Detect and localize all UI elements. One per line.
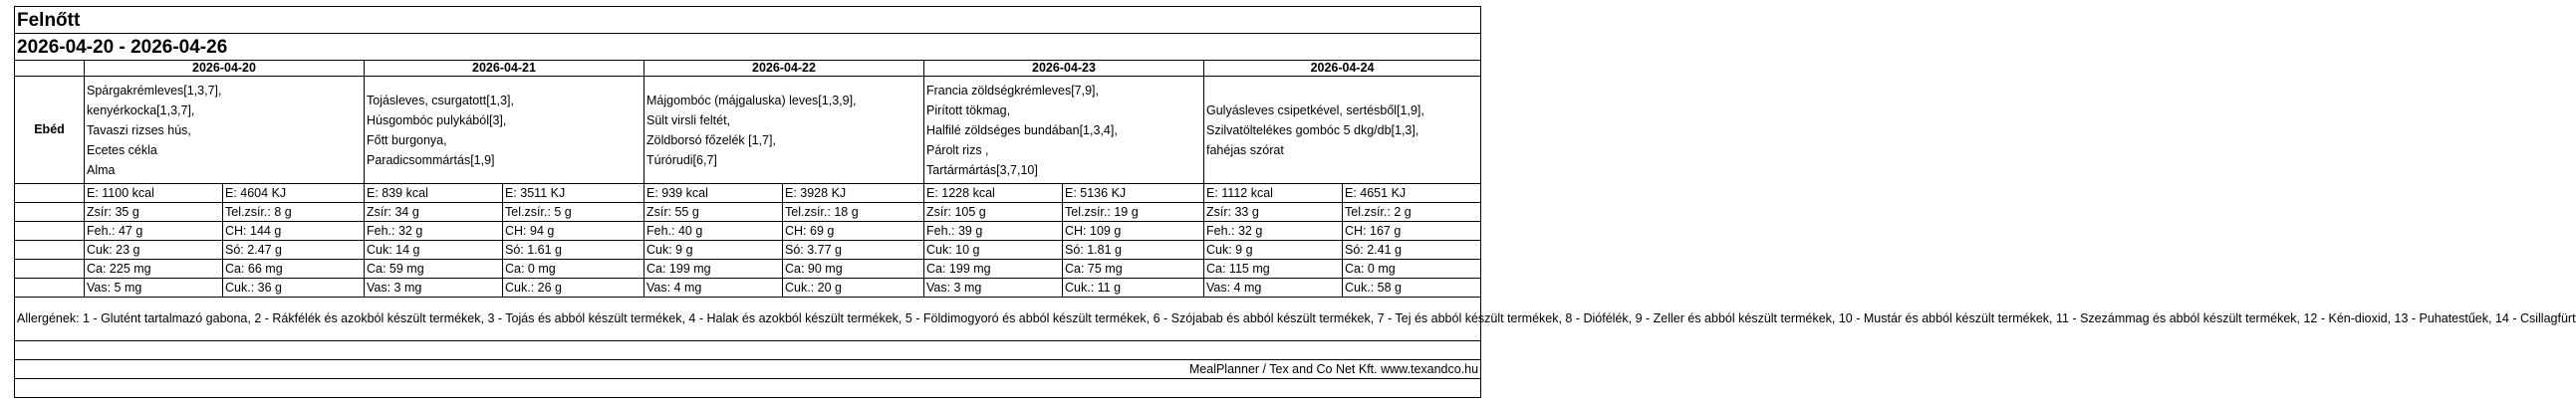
nutrition-value: E: 5136 KJ [1063,184,1204,203]
nutrition-value: CH: 94 g [503,222,644,241]
dish-item: kenyérkocka[1,3,7], [87,102,195,117]
nutrition-value: Feh.: 32 g [1204,222,1343,241]
dish-item: Francia zöldségkrémleves[7,9], [926,83,1099,98]
nutrition-value: E: 3928 KJ [783,184,924,203]
nutrition-value: Ca: 90 mg [783,260,924,279]
blank-row [15,379,1481,398]
nutrition-value: Zsír: 34 g [365,203,503,222]
nutrition-value: Vas: 3 mg [924,279,1063,298]
dish-item: Pirított tökmag, [926,102,1011,117]
nutrition-value: Só: 1.61 g [503,241,644,260]
dish-item: Főtt burgonya, [367,132,447,147]
nutrition-value: Ca: 0 mg [1343,260,1481,279]
corner-cell [15,61,85,77]
allergen-legend: Allergének: 1 - Glutént tartalmazó gabona, 2 - Rákfélék és azokból készült termékek, 3 - Tojás és abból készült termékek, 4 - Halak és azokból készült termékek, 5 - Földimogyoró és abból készült termékek, 6 - Szójabab és abból készült termékek, 7 - Tej és abból készült termékek, 8 - Diófélék, 9 - Zeller és abból készült termékek, 10 - Mustár és abból készült termékek, 11 - Szezámmag és abból készült termékek, 12 - Kén-dioxid, 13 - Puhatestűek, 14 - Csillagfürt [15,298,1481,341]
nutrition-value: E: 1228 kcal [924,184,1063,203]
nutrition-label-cell [15,184,85,203]
nutrition-value: Tel.zsír.: 18 g [783,203,924,222]
day-date-header: 2026-04-21 [365,61,644,77]
dish-item: Párolt rizs , [926,142,989,157]
nutrition-value: Cuk.: 58 g [1343,279,1481,298]
nutrition-value: Zsír: 35 g [85,203,223,222]
nutrition-value: Cuk.: 20 g [783,279,924,298]
nutrition-value: Zsír: 105 g [924,203,1063,222]
day-date-header: 2026-04-20 [85,61,365,77]
nutrition-value: Só: 1.81 g [1063,241,1204,260]
nutrition-value: Ca: 0 mg [503,260,644,279]
nutrition-value: E: 3511 KJ [503,184,644,203]
dish-item: Alma [87,162,116,177]
nutrition-value: E: 1100 kcal [85,184,223,203]
meal-label: Ebéd [15,77,85,184]
nutrition-value: Cuk.: 11 g [1063,279,1204,298]
nutrition-label-cell [15,260,85,279]
day-dishes-cell [1204,77,1481,184]
nutrition-value: Tel.zsír.: 5 g [503,203,644,222]
day-dishes-cell [644,77,924,184]
nutrition-value: Vas: 5 mg [85,279,223,298]
nutrition-value: Vas: 4 mg [644,279,783,298]
nutrition-value: E: 4651 KJ [1343,184,1481,203]
menu-title: Felnőtt [15,7,1481,34]
day-dishes-cell [924,77,1204,184]
nutrition-value: Ca: 66 mg [223,260,365,279]
nutrition-value: Só: 2.47 g [223,241,365,260]
nutrition-value: Ca: 75 mg [1063,260,1204,279]
day-dishes-cell [85,77,365,184]
nutrition-value: Cuk: 9 g [644,241,783,260]
nutrition-value: Ca: 225 mg [85,260,223,279]
day-date-header: 2026-04-23 [924,61,1204,77]
nutrition-value: Feh.: 47 g [85,222,223,241]
day-dishes-cell [365,77,644,184]
nutrition-label-cell [15,203,85,222]
nutrition-value: Feh.: 32 g [365,222,503,241]
nutrition-label-cell [15,241,85,260]
nutrition-value: CH: 109 g [1063,222,1204,241]
dish-item: Tartármártás[3,7,10] [926,162,1038,177]
nutrition-value: Tel.zsír.: 19 g [1063,203,1204,222]
nutrition-value: E: 939 kcal [644,184,783,203]
day-date-header: 2026-04-24 [1204,61,1481,77]
dish-item: Gulyásleves csipetkével, sertésből[1,9], [1206,102,1424,117]
nutrition-value: Zsír: 33 g [1204,203,1343,222]
nutrition-value: Cuk: 9 g [1204,241,1343,260]
nutrition-value: Vas: 3 mg [365,279,503,298]
nutrition-value: Tel.zsír.: 8 g [223,203,365,222]
nutrition-value: Feh.: 40 g [644,222,783,241]
nutrition-value: CH: 167 g [1343,222,1481,241]
dish-item: fahéjas szórat [1206,142,1284,157]
dish-item: Szilvatöltelékes gombóc 5 dkg/db[1,3], [1206,122,1419,137]
nutrition-value: Zsír: 55 g [644,203,783,222]
nutrition-value: Ca: 199 mg [644,260,783,279]
nutrition-value: Cuk: 23 g [85,241,223,260]
dish-item: Húsgombóc pulykából[3], [367,112,507,127]
dish-item: Tavaszi rizses hús, [87,122,191,137]
dish-item: Ecetes cékla [87,142,157,157]
nutrition-value: Ca: 59 mg [365,260,503,279]
nutrition-value: Ca: 115 mg [1204,260,1343,279]
dish-item: Májgombóc (májgaluska) leves[1,3,9], [646,93,857,107]
day-date-header: 2026-04-22 [644,61,924,77]
nutrition-value: E: 839 kcal [365,184,503,203]
nutrition-value: CH: 69 g [783,222,924,241]
dish-item: Zöldborsó főzelék [1,7], [646,132,776,147]
nutrition-value: Só: 3.77 g [783,241,924,260]
nutrition-value: Cuk.: 26 g [503,279,644,298]
week-range: 2026-04-20 - 2026-04-26 [15,34,1481,61]
nutrition-value: Cuk: 10 g [924,241,1063,260]
nutrition-value: Só: 2.41 g [1343,241,1481,260]
nutrition-value: CH: 144 g [223,222,365,241]
nutrition-value: Ca: 199 mg [924,260,1063,279]
nutrition-value: Feh.: 39 g [924,222,1063,241]
dish-item: Sült virsli feltét, [646,112,731,127]
footer-credit: MealPlanner / Tex and Co Net Kft. www.texandco.hu [15,360,1481,379]
dish-item: Tojásleves, csurgatott[1,3], [367,93,514,107]
nutrition-value: Cuk.: 36 g [223,279,365,298]
weekly-menu-table [14,6,2576,398]
nutrition-label-cell [15,222,85,241]
blank-row [15,341,1481,360]
dish-item: Túrórudi[6,7] [646,152,717,167]
dish-item: Paradicsommártás[1,9] [367,152,495,167]
nutrition-value: Tel.zsír.: 2 g [1343,203,1481,222]
dish-item: Spárgakrémleves[1,3,7], [87,83,222,98]
nutrition-value: E: 1112 kcal [1204,184,1343,203]
nutrition-value: E: 4604 KJ [223,184,365,203]
nutrition-value: Vas: 4 mg [1204,279,1343,298]
dish-item: Halfilé zöldséges bundában[1,3,4], [926,122,1118,137]
nutrition-label-cell [15,279,85,298]
nutrition-value: Cuk: 14 g [365,241,503,260]
